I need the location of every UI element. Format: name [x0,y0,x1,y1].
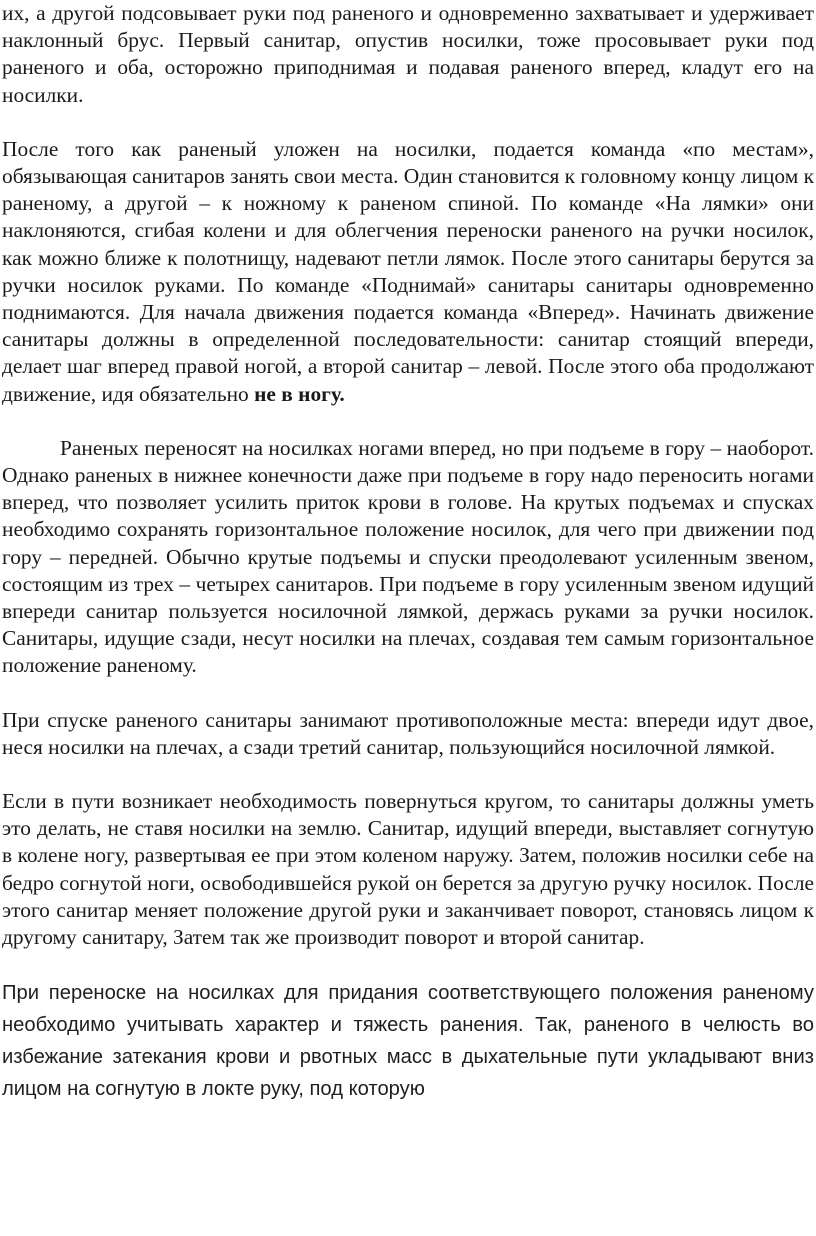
paragraph-stretcher-commands-text: После того как раненый уложен на носилки, подается команда «по местам», обязывающая санитаров занять свои места. Один становится к головному концу лицом к раненому, а другой – к ножному к раненом спиной. По команде «На лямки» они наклоняются, сгибая колени и для облегчения переноски раненого на ручки носилок, как можно ближе к полотнищу, надевают петли лямок. После этого санитары берутся за ручки носилок руками. По команде «Поднимай» санитары санитары одновременно поднимаются. Для начала движения подается команда «Вперед». Начинать движение санитары должны в определенной последовательности: санитар стоящий впереди, делает шаг вперед правой ногой, а второй санитар – левой. После этого оба продолжают движение, идя обязательно [2,136,814,406]
paragraph-turning: Если в пути возникает необходимость повернуться кругом, то санитары должны уметь это делать, не ставя носилки на землю. Санитар, идущий впереди, выставляет согнутую в колене ногу, развертывая ее при этом коленом наружу. Затем, положив носилки себе на бедро согнутой ноги, освободившейся рукой он берется за другую ручку носилок. После этого санитар меняет положение другой руки и заканчивает поворот, становясь лицом к другому санитару, Затем так же производит поворот и второй санитар. [2,789,814,950]
paragraph-stretcher-commands [2,136,814,408]
paragraph-descent: При спуске раненого санитары занимают противоположные места: впереди идут двое, неся носилки на плечах, а сзади третий санитар, пользующийся носилочной лямкой. [2,707,814,759]
paragraph-carrying-direction: Раненых переносят на носилках ногами вперед, но при подъеме в гору – наоборот. Однако раненых в нижнее конечности даже при подъеме в гору надо переносить ногами вперед, что позволяет усилить приток крови в голове. На крутых подъемах и спусках необходимо сохранять горизонтальное положение носилок, для чего при движении под гору – передней. Обычно крутые подъемы и спуски преодолевают усиленным звеном, состоящим из трех – четырех санитаров. При подъеме в гору усиленным звеном идущий впереди санитар пользуется носилочной лямкой, держась руками за ручки носилок. Санитары, идущие сзади, несут носилки на плечах, создавая тем самым горизонтальное положение раненому. [2,435,814,678]
paragraph-continuation: их, а другой подсовывает руки под раненого и одновременно захватывает и удерживает наклонный брус. Первый санитар, опустив носилки, тоже просовывает руки под раненого и оба, осторожно приподнимая и подавая раненого вперед, кладут его на носилки. [2,1,814,107]
paragraph-patient-position: При переноске на носилках для придания соответствующего положения раненому необходимо учитывать характер и тяжесть ранения. Так, раненого в челюсть во избежание затекания крови и рвотных масс в дыхательные пути укладывают вниз лицом на согнутую в локте руку, под которую [2,982,814,1100]
emphasis-not-in-step: не в ногу. [254,381,345,406]
